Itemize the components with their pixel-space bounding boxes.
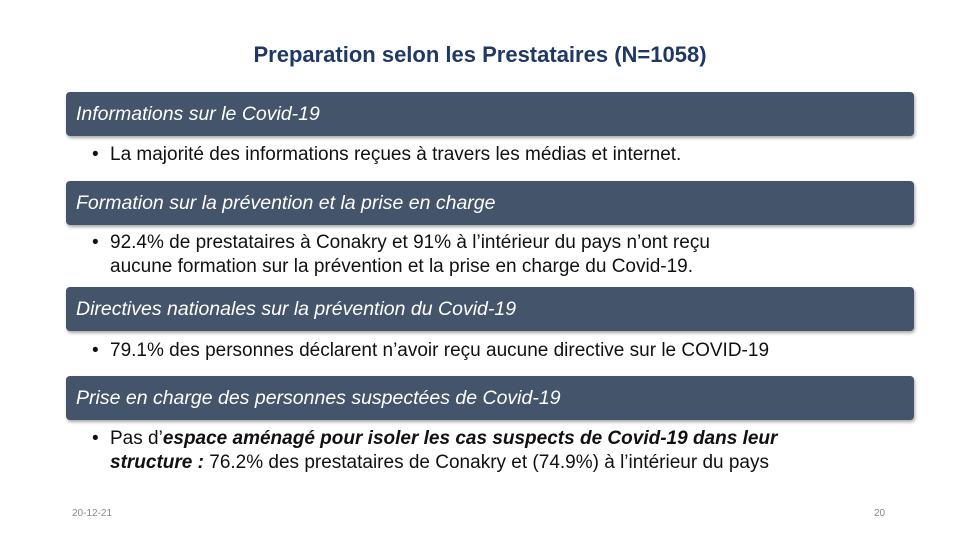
bullet-text-line-2: aucune formation sur la prévention et la prise en charge du Covid-19.	[110, 256, 694, 277]
section-header-label: Prise en charge des personnes suspectées de Covid-19	[76, 386, 561, 409]
bullet-text-prefix: Pas d’	[110, 428, 163, 449]
page-number: 20	[874, 508, 886, 519]
section-header-formation	[66, 181, 914, 225]
section-header-prise-en-charge	[66, 376, 914, 420]
bullet-directives	[88, 339, 908, 363]
bullet-text: 79.1% des personnes déclarent n’avoir reçu aucune directive sur le COVID-19	[110, 340, 770, 361]
bullet-text-emphasis: espace aménagé pour isoler les cas suspects de Covid-19 dans leur	[162, 428, 778, 449]
bullet-text-rest: 76.2% des prestataires de Conakry et (74.9%) à l’intérieur du pays	[203, 452, 769, 473]
bullet-text-line-1: 92.4% de prestataires à Conakry et 91% à l’intérieur du pays n’ont reçu	[110, 232, 710, 253]
bullet-informations	[88, 143, 908, 167]
section-header-label: Formation sur la prévention et la prise en charge	[76, 191, 496, 214]
bullet-glyph: •	[92, 232, 99, 253]
bullet-text: La majorité des informations reçues à travers les médias et internet.	[110, 144, 682, 165]
bullet-text-emphasis-2: structure :	[110, 452, 204, 473]
footer-date: 20-12-21	[72, 508, 113, 519]
bullet-glyph: •	[92, 340, 99, 361]
bullet-formation	[88, 231, 908, 279]
bullet-glyph: •	[92, 428, 99, 449]
section-header-label: Informations sur le Covid-19	[76, 102, 320, 125]
slide-title: Preparation selon les Prestataires (N=1058)	[253, 42, 707, 67]
section-header-informations	[66, 92, 914, 136]
section-header-directives	[66, 287, 914, 331]
bullet-glyph: •	[92, 144, 99, 165]
section-header-label: Directives nationales sur la prévention du Covid-19	[76, 297, 517, 320]
bullet-prise-en-charge	[88, 427, 908, 475]
